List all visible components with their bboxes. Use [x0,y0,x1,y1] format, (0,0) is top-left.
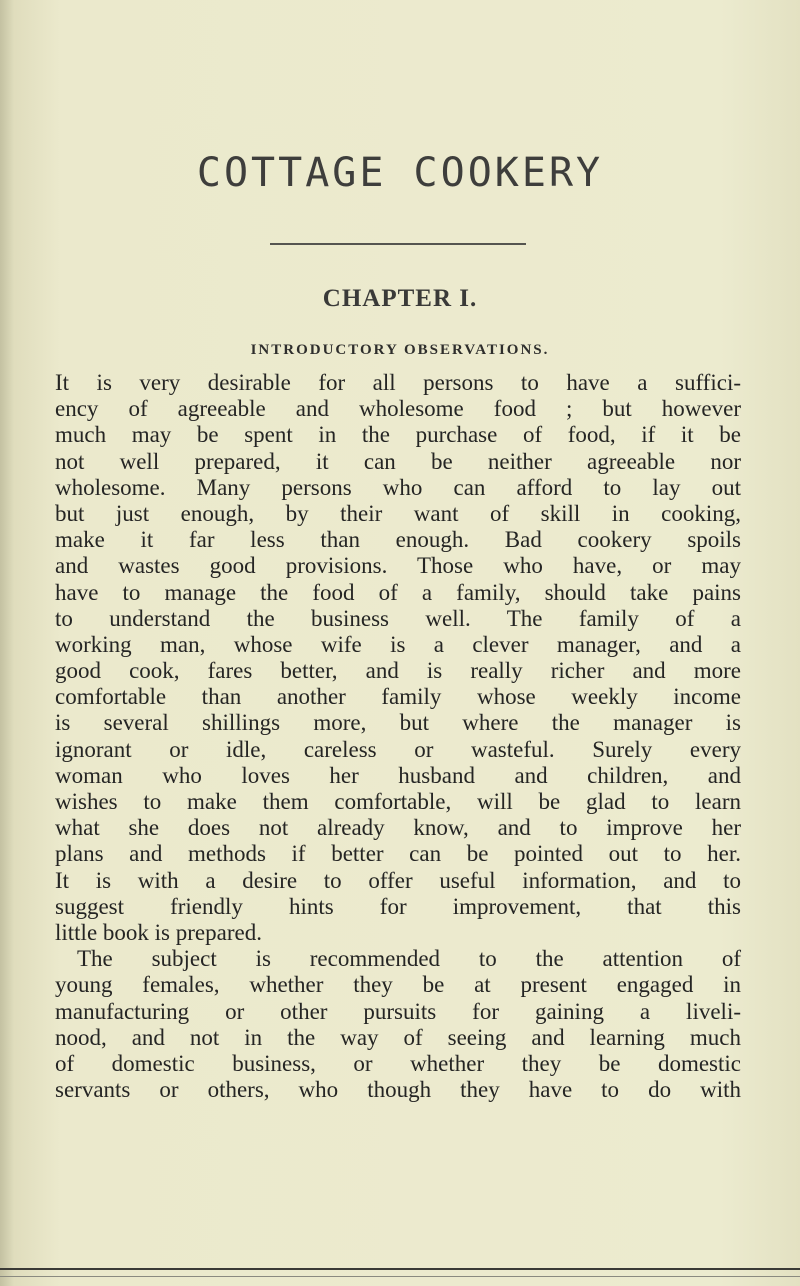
text-line: It is very desirable for all persons to have a suffici- [55,370,741,395]
text-line: good cook, fares better, and is really richer and more [55,658,741,684]
chapter-heading: CHAPTER I. [322,285,478,312]
text-line: nood, and not in the way of seeing and learning much [55,1024,741,1050]
text-line: wishes to make them comfortable, will be glad to learn [55,789,741,814]
bottom-edge-rule [0,1268,800,1270]
text-line: It is with a desire to offer useful information, and to [55,867,741,893]
text-line: manufacturing or other pursuits for gaining a liveli- [55,998,741,1024]
section-heading: INTRODUCTORY OBSERVATIONS. [250,342,550,358]
text-line: ency of agreeable and wholesome food ; but however [55,396,741,422]
text-line: what she does not already know, and to improve her [55,815,741,841]
text-line: comfortable than another family whose weekly income [55,684,741,710]
book-title: COTTAGE COOKERY [196,150,604,196]
text-line: but just enough, by their want of skill in cooking, [55,500,741,526]
text-line: to understand the business well. The family of a [55,605,741,631]
text-line: ignorant or idle, careless or wasteful. Surely every [55,736,741,762]
text-line: is several shillings more, but where the manager is [55,710,741,736]
text-line: The subject is recommended to the attention of [77,946,741,972]
text-line: not well prepared, it can be neither agreeable nor [55,448,741,474]
text-line: plans and methods if better can be pointed out to her. [55,841,741,867]
text-line: woman who loves her husband and children, and [55,762,741,788]
paragraph-2 [55,946,741,1103]
body-text [55,370,741,1103]
text-line: servants or others, who though they have to do with [55,1077,741,1103]
text-line: working man, whose wife is a clever manager, and a [55,631,741,657]
text-line: and wastes good provisions. Those who have, or may [55,553,741,579]
text-line: wholesome. Many persons who can afford to lay out [55,474,741,500]
text-line: suggest friendly hints for improvement, that this [55,893,741,919]
paragraph-1 [55,370,741,946]
text-line: little book is prepared. [55,919,262,945]
text-line: make it far less than enough. Bad cookery spoils [55,527,741,553]
text-line: of domestic business, or whether they be domestic [55,1050,741,1076]
text-line: much may be spent in the purchase of food, if it be [55,422,741,448]
title-divider [270,243,526,245]
bottom-edge-rule-secondary [0,1276,800,1277]
text-line: have to manage the food of a family, should take pains [55,579,741,605]
text-line: young females, whether they be at present engaged in [55,972,741,998]
